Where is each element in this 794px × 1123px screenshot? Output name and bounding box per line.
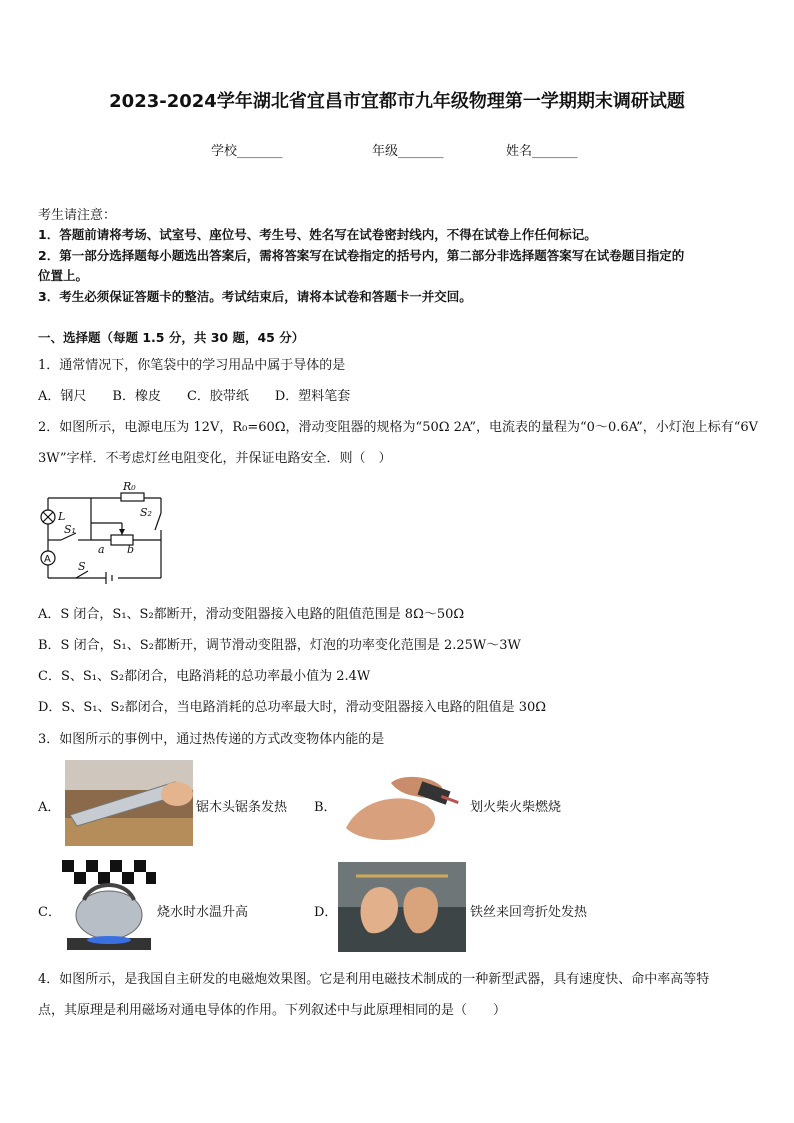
q3-option-a-caption: 锯木头锯条发热 xyxy=(196,800,288,815)
grade-field[interactable]: 年级_______ xyxy=(372,144,444,159)
q4-stem-line1: 4．如图所示，是我国自主研发的电磁炮效果图。它是利用电磁技术制成的一种新型武器，具有速度快、命中率高等特 xyxy=(38,972,710,987)
saw-image xyxy=(65,760,193,846)
label-a: a xyxy=(98,543,105,556)
q1-options: A．钢尺 B．橡皮 C．胶带纸 D．塑料笔套 xyxy=(38,389,351,404)
match-image xyxy=(341,768,465,844)
label-b: b xyxy=(127,543,135,556)
section-heading: 一、选择题（每题 1.5 分，共 30 题，45 分） xyxy=(38,330,305,345)
q1-stem: 1．通常情况下，你笔袋中的学习用品中属于导体的是 xyxy=(38,358,346,373)
ammeter-icon: A xyxy=(44,554,51,565)
notice-item-2: 2．第一部分选择题每小题选出答案后，需将答案写在试卷指定的括号内，第二部分非选择题答案写在试卷题目指定的 xyxy=(38,248,685,263)
q3-option-c-caption: 烧水时水温升高 xyxy=(157,905,249,920)
exam-title: 2023-2024学年湖北省宜昌市宜都市九年级物理第一学期期末调研试题 xyxy=(109,91,685,112)
wire-bending-image xyxy=(338,862,466,952)
q3-option-c-letter: C． xyxy=(38,905,61,920)
q3-stem: 3．如图所示的事例中，通过热传递的方式改变物体内能的是 xyxy=(38,732,385,747)
q2-option-c: C．S、S₁、S₂都闭合，电路消耗的总功率最小值为 2.4W xyxy=(38,669,371,684)
label-lamp: L xyxy=(58,510,66,523)
q3-option-d-caption: 铁丝来回弯折处发热 xyxy=(470,905,588,920)
q3-option-a-letter: A． xyxy=(38,800,61,815)
notice-item-1: 1．答题前请将考场、试室号、座位号、考生号、姓名写在试卷密封线内，不得在试卷上作任何标记。 xyxy=(38,227,597,242)
label-s: S xyxy=(78,560,86,573)
q4-stem-line2: 点，其原理是利用磁场对通电导体的作用。下列叙述中与此原理相同的是（ ） xyxy=(38,1003,507,1018)
q3-option-d-letter: D． xyxy=(314,905,338,920)
school-field[interactable]: 学校_______ xyxy=(211,144,283,159)
circuit-diagram xyxy=(36,478,166,588)
notice-item-3: 3．考生必须保证答题卡的整洁。考试结束后，请将本试卷和答题卡一并交回。 xyxy=(38,289,472,304)
label-s2: S₂ xyxy=(140,506,152,519)
kettle-image xyxy=(62,860,156,954)
name-field[interactable]: 姓名_______ xyxy=(506,144,578,159)
q2-option-a: A．S 闭合，S₁、S₂都断开，滑动变阻器接入电路的阻值范围是 8Ω～50Ω xyxy=(38,607,465,622)
notice-heading: 考生请注意： xyxy=(38,208,117,223)
label-s1: S₁ xyxy=(64,523,76,536)
q3-option-b-letter: B． xyxy=(314,800,337,815)
q2-stem-line2: 3W”字样．不考虑灯丝电阻变化，并保证电路安全．则（ ） xyxy=(38,451,392,466)
q2-option-d: D．S、S₁、S₂都闭合，当电路消耗的总功率最大时，滑动变阻器接入电路的阻值是 30Ω xyxy=(38,700,547,715)
q3-option-b-caption: 划火柴火柴燃烧 xyxy=(470,800,562,815)
notice-item-2-cont: 位置上。 xyxy=(38,268,89,283)
q2-stem-line1: 2．如图所示，电源电压为 12V，R₀=60Ω，滑动变阻器的规格为“50Ω 2A”，电流表的量程为“0～0.6A”，小灯泡上标有“6V xyxy=(38,420,759,435)
q2-option-b: B．S 闭合，S₁、S₂都断开，调节滑动变阻器，灯泡的功率变化范围是 2.25W～3W xyxy=(38,638,521,653)
label-r0: R₀ xyxy=(123,480,136,493)
